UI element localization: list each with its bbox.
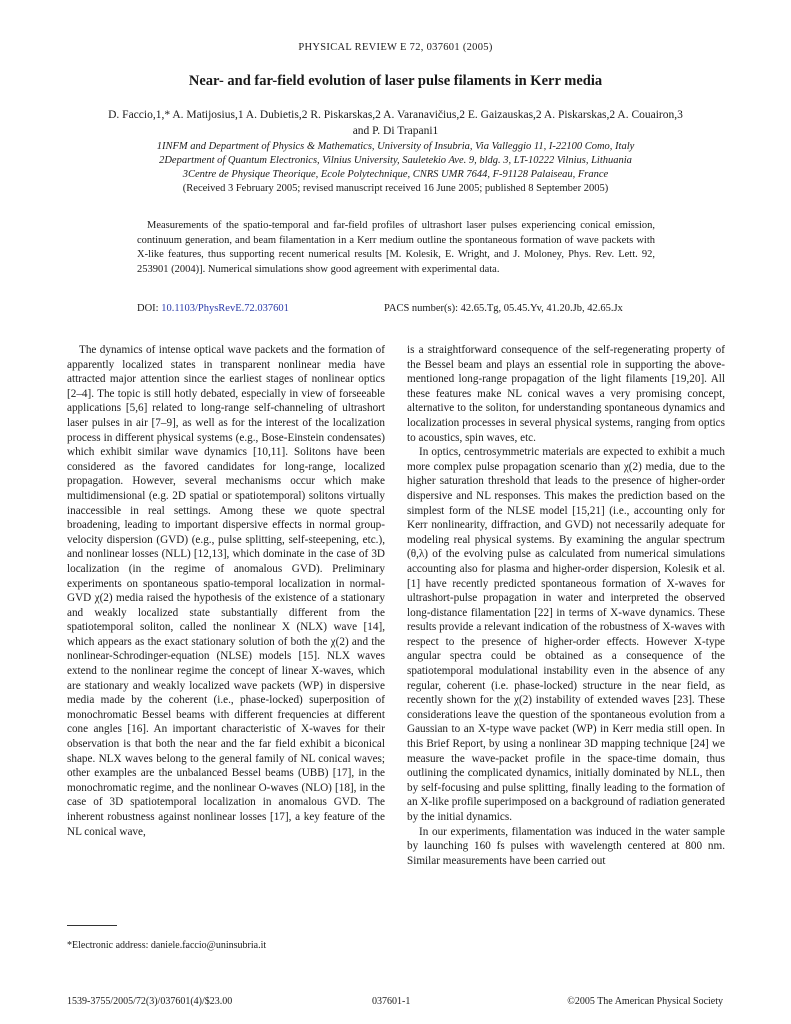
affiliations: [40, 140, 751, 196]
footer-copyright: ©2005 The American Physical Society: [567, 996, 723, 1007]
author-list: [60, 107, 731, 139]
doi-pacs-row: [137, 303, 655, 314]
right-column: [407, 343, 725, 868]
running-head: PHYSICAL REVIEW E 72, 037601 (2005): [298, 42, 493, 53]
left-column: [67, 343, 385, 839]
affiliation-3: 3Centre de Physique Theorique, Ecole Polytechnique, CNRS UMR 7644, F-91128 Palaiseau, France: [182, 169, 609, 180]
footer-issn: 1539-3755/2005/72(3)/037601(4)/$23.00: [67, 996, 233, 1007]
footnote-email: *Electronic address: daniele.faccio@uninsubria.it: [67, 940, 267, 951]
affiliation-2: 2Department of Quantum Electronics, Vilnius University, Sauletekio Ave. 9, bldg. 3, LT-10222 Vilnius, Lithuania: [159, 155, 632, 166]
paper-title: Near- and far-field evolution of laser pulse filaments in Kerr media: [188, 73, 603, 89]
body-paragraph: is a straightforward consequence of the self-regenerating property of the Bessel beam and plays an essential role in supporting the above-mentioned long-range propagation of the light filaments [19,20]. All these features make NL conical waves a very promising concept, alternative to the soliton, for understanding spontaneous dynamics and localization processes in several physical systems, ranging from optics to acoustics, spin waves, etc.: [407, 344, 725, 444]
abstract: Measurements of the spatio-temporal and far-field profiles of ultrashort laser pulses experiencing conical emission, continuum generation, and beam filamentation in a Kerr medium outline the spontaneous formation of wave packets with X-like features, thus supporting recent numerical results [M. Kolesik, E. Wright, and J. Moloney, Phys. Rev. Lett. 92, 253901 (2004)]. Numerical simulations show good agreement with experimental data.: [137, 220, 655, 275]
doi-link[interactable]: 10.1103/PhysRevE.72.037601: [161, 303, 289, 314]
pacs-numbers: PACS number(s): 42.65.Tg, 05.45.Yv, 41.20.Jb, 42.65.Jx: [384, 303, 623, 314]
doi-label: DOI:: [137, 303, 159, 314]
page-number: 037601-1: [372, 996, 411, 1007]
affiliation-1: 1INFM and Department of Physics & Mathematics, University of Insubria, Via Valleggio 11, I-22100 Como, Italy: [156, 141, 635, 152]
body-paragraph: In optics, centrosymmetric materials are expected to exhibit a much more complex pulse propagation scenario than χ(2) media, due to the higher saturation threshold that leads to the presence of higher-order dispersive and NL responses. This makes the prediction based on the simplest form of the NLSE model [15,21] (i.e., accounting only for Kerr nonlinearity, diffraction, and GVD) not necessarily adequate for modeling real physical systems. By examining the angular spectrum (θ,λ) of the evolving pulse as calculated from numerical simulations accounting also for plasma and higher-order dispersion, Kolesik et al. [1] have recently predicted spontaneous formation of X-waves for ultrashort-pulse propagation in water and interpreted the observed long-distance filamentation [22] in terms of X-wave dynamics. These results provide a relevant indication of the robustness of X-waves with respect to the presence of higher-order effects. However X-type angular spectra could be obtained as a consequence of the spatiotemporal modulational instability even in the absence of any regular, coherent (i.e. phase-locked) structure in the near field, as recently shown for the χ(2) instability of extended waves [23]. These considerations leave the question of the spontaneous evolution from a Gaussian to an X-type wave packet (WP) in Kerr media still open. In this Brief Report, by using a nonlinear 3D mapping technique [24] we measure the wave-packet profile in the space-time domain, thus outlining the complicated dynamics, initially dominated by NLL, then by self-focusing and pulse splitting, finally leading to the formation of an X-like profile superimposed on a background of radiation generated by the initial dynamics.: [407, 446, 725, 823]
body-paragraph: In our experiments, filamentation was induced in the water sample by launching 160 fs pulses with wavelength centered at 800 nm. Similar measurements have been carried out: [407, 825, 725, 867]
body-paragraph: The dynamics of intense optical wave packets and the formation of apparently localized states in transparent nonlinear media have attracted major attention since the earliest stages of nonlinear optics [2–4]. The topic is still hotly debated, especially in view of forseeable applications [5,6] related to long-range self-channeling of ultrashort laser pulses in air [7–9], as well as for the interest of the localization process in different physical systems (e.g., Bose-Einstein condensates) which exhibit similar wave dynamics [10,11]. Solitons have been considered as the favored candidates for long-range, localized propagation. However, several mechanisms occur which make multidimensional (e.g. 2D spatial or spatiotemporal) solitons virtually inaccessible in real settings. Among these we quote spectral broadening, leading to important dispersive effects in normal group-velocity dispersion (GVD) (e.g., pulse splitting, self-steepening, etc.), and nonlinear losses (NLL) [12,13], which dominate in the case of 3D localization (in the regime of anomalous GVD). Preliminary experiments on spontaneous spatio-temporal localization in normal-GVD χ(2) media raised the hypothesis of the existence of a stationary and weakly localized state substantially different from the spatiotemporal soliton, called the nonlinear X (NLX) wave [14], which appears as the exact stationary solution of both the χ(2) and the nonlinear-Schrodinger-equation (NLSE) models [15]. NLX waves extend to the nonlinear regime the concept of linear X-waves, which are stationary and weakly localized wave packets (WP) in dispersive media made by the coherent (i.e., phase-locked) superposition of monochromatic Bessel beams with different frequencies at different cone angles [16]. An important characteristic of X-waves for their observation is that both the near and the far field exhibit a biconical shape. NLX waves belong to the general family of NL conical waves; other examples are the unbalanced Bessel beams (UBB) [17], in the monochromatic regime, and the nonlinear O-waves (NLO) [18], in the case of 3D spatiotemporal localization in anomalous GVD. The inherent robustness against nonlinear losses [17], a key feature of the NL conical wave,: [67, 344, 385, 838]
author-line-2: and P. Di Trapani1: [352, 125, 439, 137]
received-dates: (Received 3 February 2005; revised manuscript received 16 June 2005; published 8 September 2005): [182, 183, 609, 194]
footnote-rule: [67, 925, 117, 926]
author-line-1: D. Faccio,1,* A. Matijosius,1 A. Dubietis,2 R. Piskarskas,2 A. Varanavičius,2 E. Gaizauskas,2 A. Piskarskas,2 A. Couairon,3: [108, 109, 683, 121]
